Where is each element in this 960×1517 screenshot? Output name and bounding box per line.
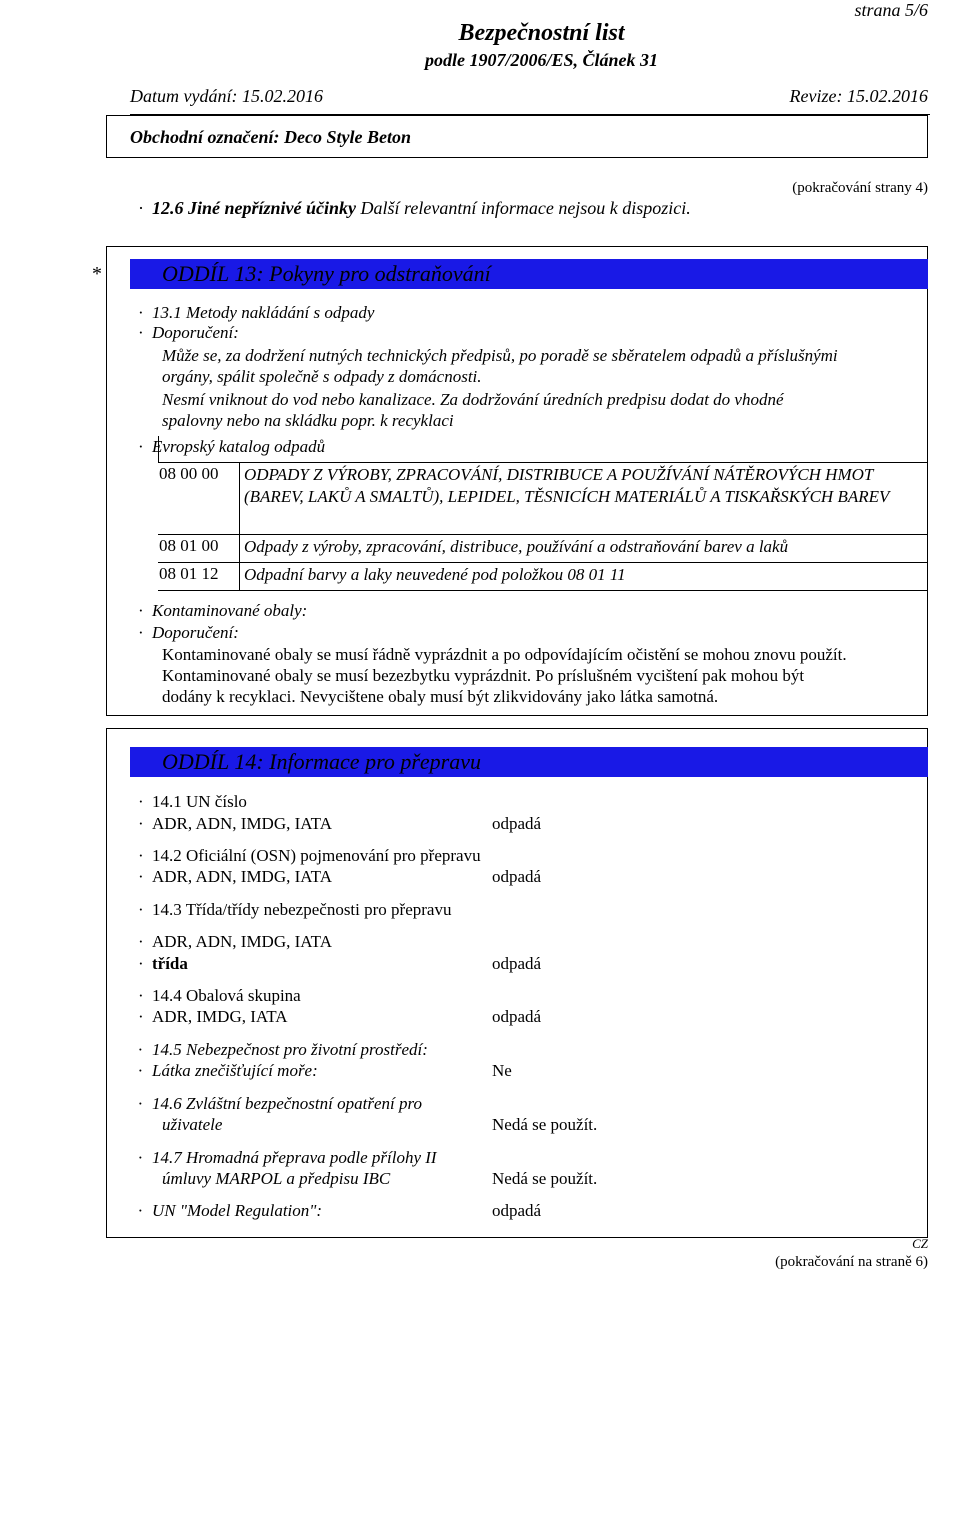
document-subtitle: podle 1907/2006/ES, Článek 31 <box>424 50 658 70</box>
hazard-class-value: odpadá <box>492 954 542 973</box>
packing-group-key-text: ADR, IMDG, IATA <box>152 1007 288 1026</box>
catalogue-label: · Evropský katalog odpadů <box>138 437 326 456</box>
recommendation-label-text: Doporučení: <box>152 323 239 342</box>
un-model-regulation-key-text: UN "Model Regulation": <box>152 1201 323 1220</box>
packaging-line-1: Kontaminované obaly se musí řádně vyprázdnit a po odpovídajícím očistění se mohou znovu použít. <box>162 645 847 664</box>
un-model-regulation-value: odpadá <box>492 1201 542 1220</box>
table-row <box>158 535 928 563</box>
bulk-transport-heading: · 14.7 Hromadná přeprava podle přílohy II <box>138 1148 437 1167</box>
marine-pollutant-value: Ne <box>492 1061 512 1080</box>
hazard-class-class-key: · třída <box>138 954 188 973</box>
recommendation-line-4: spalovny nebo na skládku popr. k recyklaci <box>162 411 454 430</box>
catalogue-label-text: Evropský katalog odpadů <box>152 437 326 456</box>
section-12-6: · 12.6 Jiné nepříznivé účinky Další relevantní informace nejsou k dispozici. <box>138 198 691 218</box>
un-number-value: odpadá <box>492 814 542 833</box>
packaging-rec-label-text: Doporučení: <box>152 623 239 642</box>
shipping-name-value: odpadá <box>492 867 542 886</box>
shipping-name-key-text: ADR, ADN, IMDG, IATA <box>152 867 332 886</box>
section-14-title: ODDÍL 14: Informace pro přepravu <box>162 749 481 774</box>
un-model-regulation-key: · UN "Model Regulation": <box>138 1201 323 1220</box>
document-title: Bezpečnostní list <box>458 20 625 46</box>
trade-name: Obchodní označení: Deco Style Beton <box>130 127 411 147</box>
waste-description: ODPADY Z VÝROBY, ZPRACOVÁNÍ, DISTRIBUCE A POUŽÍVÁNÍ NÁTĚROVÝCH HMOT (BAREV, LAKŮ A SMALTŮ), LEPIDEL, TĚSNICÍCH MATERIÁLŮ A TISKAŘSKÝCH BAREV <box>240 463 928 535</box>
bulk-transport-heading-text: 14.7 Hromadná přeprava podle přílohy II <box>152 1148 437 1167</box>
shipping-name-heading-text: 14.2 Oficiální (OSN) pojmenování pro přepravu <box>152 846 481 865</box>
special-precautions-heading-text: 14.6 Zvláštní bezpečnostní opatření pro <box>152 1094 422 1113</box>
bulk-transport-value: Nedá se použít. <box>492 1169 598 1188</box>
un-number-heading-text: 14.1 UN číslo <box>152 792 247 811</box>
packing-group-value: odpadá <box>492 1007 542 1026</box>
recommendation-label: · Doporučení: <box>138 323 239 342</box>
shipping-name-heading: · 14.2 Oficiální (OSN) pojmenování pro přepravu <box>138 846 481 865</box>
language-code: CZ <box>912 1236 928 1251</box>
recommendation-line-1: Může se, za dodržení nutných technických předpisů, po poradě se sběratelem odpadů a příslušnými <box>162 346 838 365</box>
packaging-line-2: Kontaminované obaly se musí bezezbytku vyprázdnit. Po príslušném vycištení pak mohou být <box>162 666 805 685</box>
continued-to-note: (pokračování na straně 6) <box>775 1254 928 1270</box>
waste-code: 08 00 00 <box>158 463 240 535</box>
methods-heading-text: 13.1 Metody nakládání s odpady <box>152 303 375 322</box>
page-number: strana 5/6 <box>854 0 928 20</box>
recommendation-line-2: orgány, spálit společně s odpady z domácnosti. <box>162 367 482 386</box>
recommendation-line-3: Nesmí vniknout do vod nebo kanalizace. Za dodržování úredních predpisu dodat do vhodné <box>162 390 784 409</box>
waste-code: 08 01 12 <box>158 563 240 591</box>
marine-pollutant-key-text: Látka znečišťující moře: <box>152 1061 318 1080</box>
bulk-transport-heading-line-2: úmluvy MARPOL a předpisu IBC <box>162 1169 391 1188</box>
un-number-key-text: ADR, ADN, IMDG, IATA <box>152 814 332 833</box>
issue-date: Datum vydání: 15.02.2016 <box>130 86 323 106</box>
un-number-key: · ADR, ADN, IMDG, IATA <box>138 814 332 833</box>
packing-group-key: · ADR, IMDG, IATA <box>138 1007 288 1026</box>
waste-catalogue-table <box>158 462 928 591</box>
revision-marker: * <box>92 263 102 285</box>
packaging-rec-label: · Doporučení: <box>138 623 239 642</box>
packaging-line-3: dodány k recyklaci. Nevycištene obaly musí být zlikvidovány jako látka samotná. <box>162 687 719 706</box>
packaging-label: · Kontaminované obaly: <box>138 601 308 620</box>
methods-heading: · 13.1 Metody nakládání s odpady <box>138 303 375 322</box>
table-row <box>158 463 928 535</box>
continued-from-note: (pokračování strany 4) <box>792 180 928 196</box>
packing-group-heading-text: 14.4 Obalová skupina <box>152 986 301 1005</box>
special-precautions-heading-line-2: uživatele <box>162 1115 223 1134</box>
special-precautions-value: Nedá se použít. <box>492 1115 598 1134</box>
marine-pollutant-key: · Látka znečišťující moře: <box>138 1061 318 1080</box>
section-13-title: ODDÍL 13: Pokyny pro odstraňování <box>162 261 491 286</box>
section-12-6-label: 12.6 Jiné nepříznivé účinky <box>152 198 357 218</box>
section-12-6-text: Další relevantní informace nejsou k dispozici. <box>360 198 691 218</box>
hazard-class-heading-text: 14.3 Třída/třídy nebezpečnosti pro přepravu <box>152 900 452 919</box>
hazard-class-key-text: ADR, ADN, IMDG, IATA <box>152 932 332 951</box>
shipping-name-key: · ADR, ADN, IMDG, IATA <box>138 867 332 886</box>
table-row <box>158 563 928 591</box>
waste-description: Odpady z výroby, zpracování, distribuce, používání a odstraňování barev a laků <box>240 535 928 563</box>
un-number-heading: · 14.1 UN číslo <box>138 792 247 811</box>
packaging-label-text: Kontaminované obaly: <box>152 601 308 620</box>
waste-code: 08 01 00 <box>158 535 240 563</box>
env-hazard-heading: · 14.5 Nebezpečnost pro životní prostředí: <box>138 1040 428 1059</box>
env-hazard-heading-text: 14.5 Nebezpečnost pro životní prostředí: <box>152 1040 428 1059</box>
hazard-class-key: · ADR, ADN, IMDG, IATA <box>138 932 332 951</box>
packing-group-heading: · 14.4 Obalová skupina <box>138 986 301 1005</box>
hazard-class-heading: · 14.3 Třída/třídy nebezpečnosti pro přepravu <box>138 900 452 919</box>
special-precautions-heading: · 14.6 Zvláštní bezpečnostní opatření pro <box>138 1094 422 1113</box>
hazard-class-class-key-text: třída <box>152 954 188 973</box>
revision-date: Revize: 15.02.2016 <box>789 86 928 106</box>
waste-description: Odpadní barvy a laky neuvedené pod položkou 08 01 11 <box>240 563 928 591</box>
